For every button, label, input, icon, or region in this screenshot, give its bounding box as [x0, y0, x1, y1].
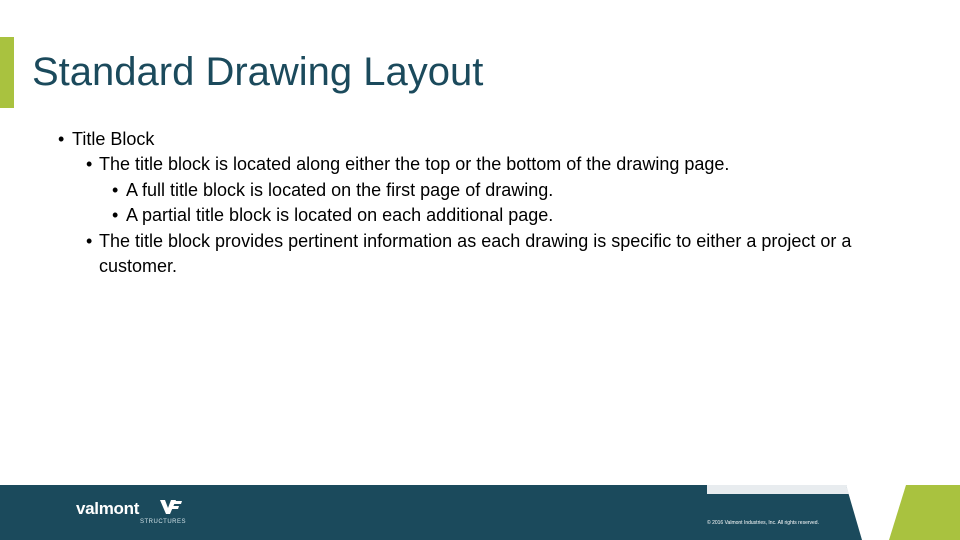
bullet-title-block	[58, 127, 154, 153]
bullet-text: Title Block	[72, 129, 155, 149]
bullet-partial-title-block	[112, 203, 553, 229]
bullet-text: The title block is located along either the top or the bottom of the drawing page.	[99, 154, 730, 174]
bullet-text: The title block provides pertinent information as each drawing is specific to either a project or a	[99, 231, 852, 251]
bullet-text: A partial title block is located on each additional page.	[126, 205, 554, 225]
company-logo-subtext: STRUCTURES	[140, 519, 187, 525]
slide-title: Standard Drawing Layout	[32, 50, 484, 94]
bullet-text: A full title block is located on the first page of drawing.	[126, 180, 554, 200]
bullet-dot: •	[112, 180, 119, 200]
copyright-text: © 2016 Valmont Industries, Inc. All rights reserved.	[707, 520, 819, 526]
footer-green-shape	[889, 485, 960, 540]
footer-bar	[0, 485, 960, 540]
bullet-dot: •	[86, 231, 93, 251]
footer-gray-band	[707, 485, 849, 494]
bullet-dot: •	[58, 129, 65, 149]
bullet-title-block-location	[86, 152, 729, 178]
footer-shapes	[0, 485, 960, 540]
company-logo-icon	[160, 500, 182, 521]
bullet-title-block-information	[86, 229, 851, 255]
company-logo-text: valmont	[76, 499, 140, 518]
bullet-dot: •	[112, 205, 119, 225]
bullet-full-title-block	[112, 178, 553, 204]
bullet-dot: •	[86, 154, 93, 174]
title-accent-bar	[0, 37, 14, 108]
bullet-text-continuation: customer.	[99, 256, 178, 276]
